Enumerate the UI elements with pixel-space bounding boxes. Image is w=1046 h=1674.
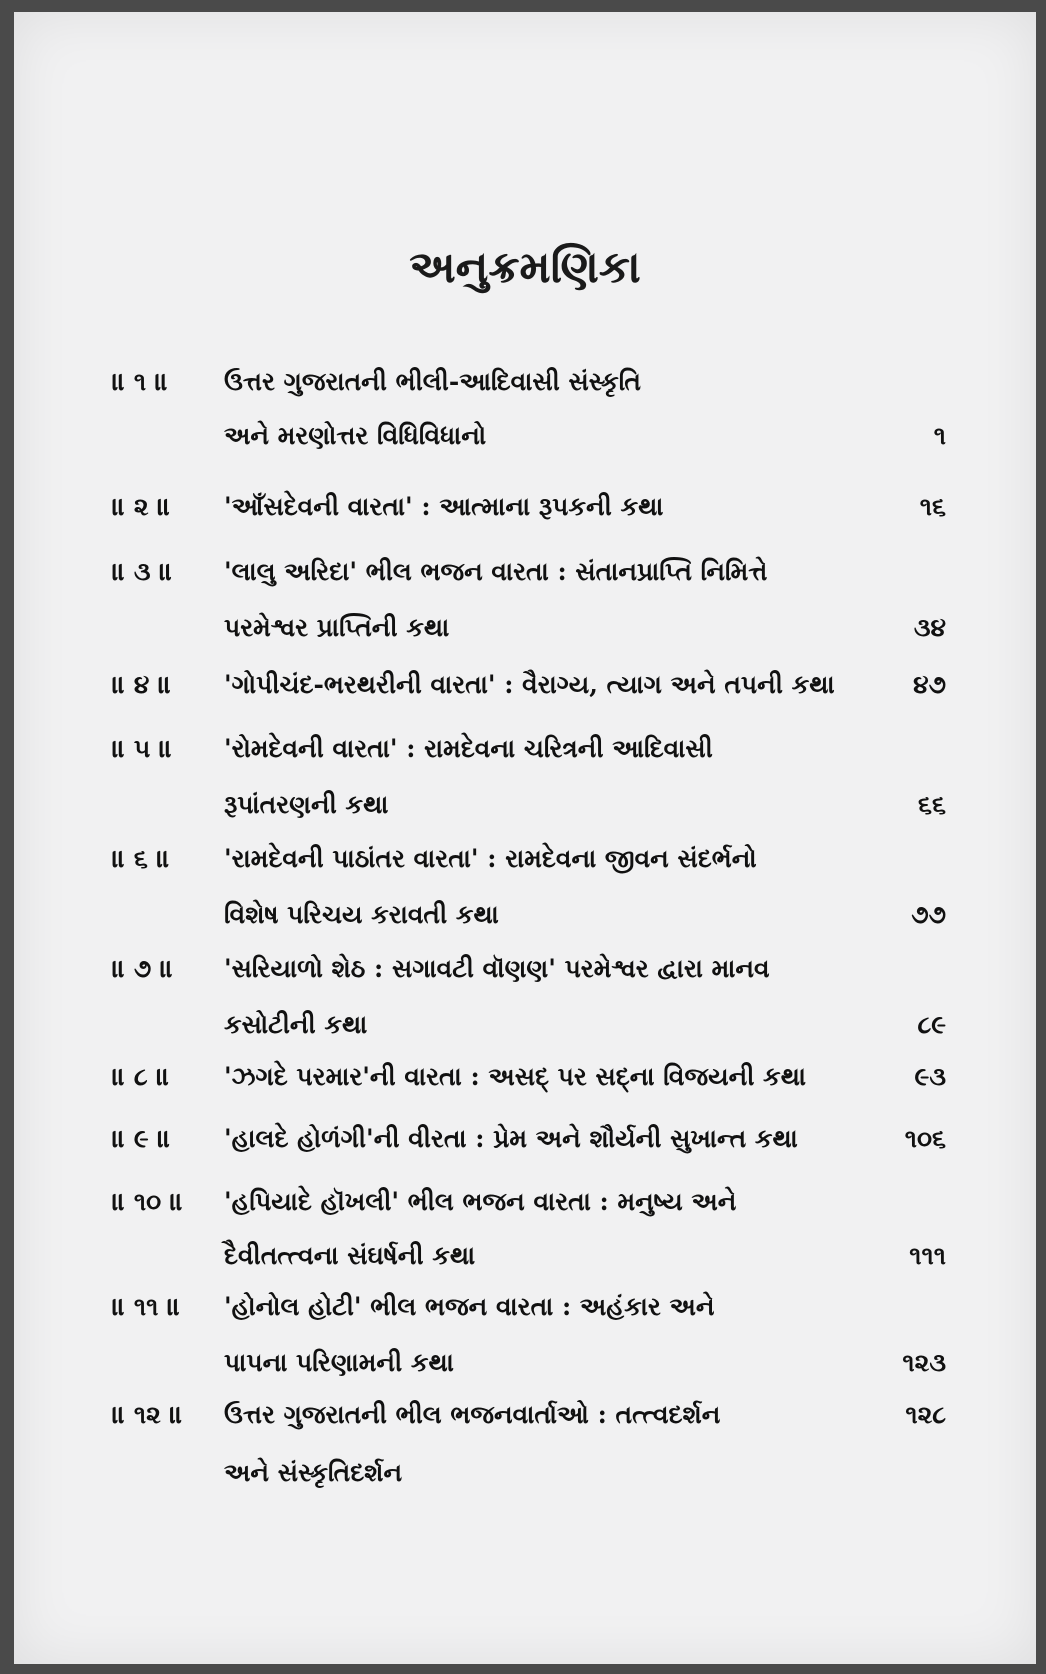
entry-number: ॥ ૧ ॥ <box>112 367 169 396</box>
entry-number: ॥ ૧૦ ॥ <box>112 1187 184 1216</box>
entry-page-number: ૧૧૧ <box>909 1241 946 1270</box>
entry-page-number: ૧૨૮ <box>905 1400 946 1429</box>
entry-page-number: ૧૬ <box>919 492 946 521</box>
book-page <box>14 12 1036 1664</box>
entry-number: ॥ ૭ ॥ <box>112 954 174 983</box>
entry-title-line2: પરમેશ્વર પ્રાપ્તિની કથા <box>224 613 450 642</box>
entry-title-line1: 'લાલુ અરિદા' ભીલ ભજન વારતા : સંતાનપ્રાપ્તિ નિમિત્તે <box>224 557 768 586</box>
entry-title-line1: 'રામદેવની પાઠાંતર વારતા' : રામદેવના જીવન સંદર્ભનો <box>224 844 757 873</box>
entry-page-number: ૮૯ <box>917 1010 946 1039</box>
entry-title-line1: ઉત્તર ગુજરાતની ભીલ ભજનવાર્તાઓ : તત્ત્વદર્શન <box>224 1400 721 1429</box>
entry-title-line1: 'આઁસદેવની વારતા' : આત્માના રૂપકની કથા <box>224 492 664 521</box>
entry-number: ॥ ૬ ॥ <box>112 844 170 873</box>
entry-page-number: ૧ <box>933 421 946 450</box>
page-title: અનુક્રમણિકા <box>409 242 641 293</box>
entry-title-line1: 'હાલદે હોળંગી'ની વીરતા : પ્રેમ અને શૌર્યની સુખાન્ત કથા <box>224 1124 798 1153</box>
entry-title-line1: 'હોનોલ હોટી' ભીલ ભજન વારતા : અહંકાર અને <box>224 1292 715 1321</box>
entry-title-line1: 'હપિયાદે હૉખલી' ભીલ ભજન વારતા : મનુષ્ય અને <box>224 1187 737 1216</box>
entry-number: ॥ ૧૧ ॥ <box>112 1292 181 1321</box>
entry-number: ॥ ૩ ॥ <box>112 557 173 586</box>
entry-title-line2: દૈવીતત્ત્વના સંઘર્ષની કથા <box>224 1241 476 1270</box>
entry-title-line2: રૂપાંતરણની કથા <box>224 790 389 819</box>
entry-title-line1: 'ગોપીચંદ-ભરથરીની વારતા' : વૈરાગ્ય, ત્યાગ અને તપની કથા <box>224 670 835 699</box>
entry-number: ॥ ૧૨ ॥ <box>112 1400 183 1429</box>
entry-title-line2: કસોટીની કથા <box>224 1010 368 1039</box>
entry-page-number: ૩૪ <box>913 613 946 642</box>
entry-title-line2: વિશેષ પરિચય કરાવતી કથા <box>224 900 499 929</box>
entry-number: ॥ ૫ ॥ <box>112 734 173 763</box>
entry-page-number: ૬૬ <box>917 790 946 819</box>
entry-page-number: ૧૨૩ <box>902 1348 946 1377</box>
entry-title-line1: ઉત્તર ગુજરાતની ભીલી-આદિવાસી સંસ્કૃતિ <box>224 367 641 396</box>
entry-page-number: ૭૭ <box>911 900 946 929</box>
entry-title-line1: 'સરિયાળો શેઠ : સગાવટી વૉણણ' પરમેશ્વર દ્વારા માનવ <box>224 954 770 983</box>
entry-title-line2: પાપના પરિણામની કથા <box>224 1348 454 1377</box>
entry-title-line1: 'ઝગદે પરમાર'ની વારતા : અસદ્ પર સદ્‌ના વિજયની કથા <box>224 1062 806 1091</box>
entry-title-line1: 'રોમદેવની વારતા' : રામદેવના ચરિત્રની આદિવાસી <box>224 734 713 763</box>
entry-number: ॥ ૪ ॥ <box>112 670 172 699</box>
entry-page-number: ૪૭ <box>913 670 946 699</box>
entry-page-number: ૯૩ <box>914 1062 946 1091</box>
entry-page-number: ૧૦૬ <box>904 1124 946 1153</box>
entry-number: ॥ ૮ ॥ <box>112 1062 170 1091</box>
entry-number: ॥ ૨ ॥ <box>112 492 171 521</box>
entry-number: ॥ ૯ ॥ <box>112 1124 171 1153</box>
table-of-contents <box>14 12 1036 1664</box>
entry-title-line2: અને સંસ્કૃતિદર્શન <box>224 1458 403 1487</box>
entry-title-line2: અને મરણોત્તર વિધિવિધાનો <box>224 421 487 450</box>
